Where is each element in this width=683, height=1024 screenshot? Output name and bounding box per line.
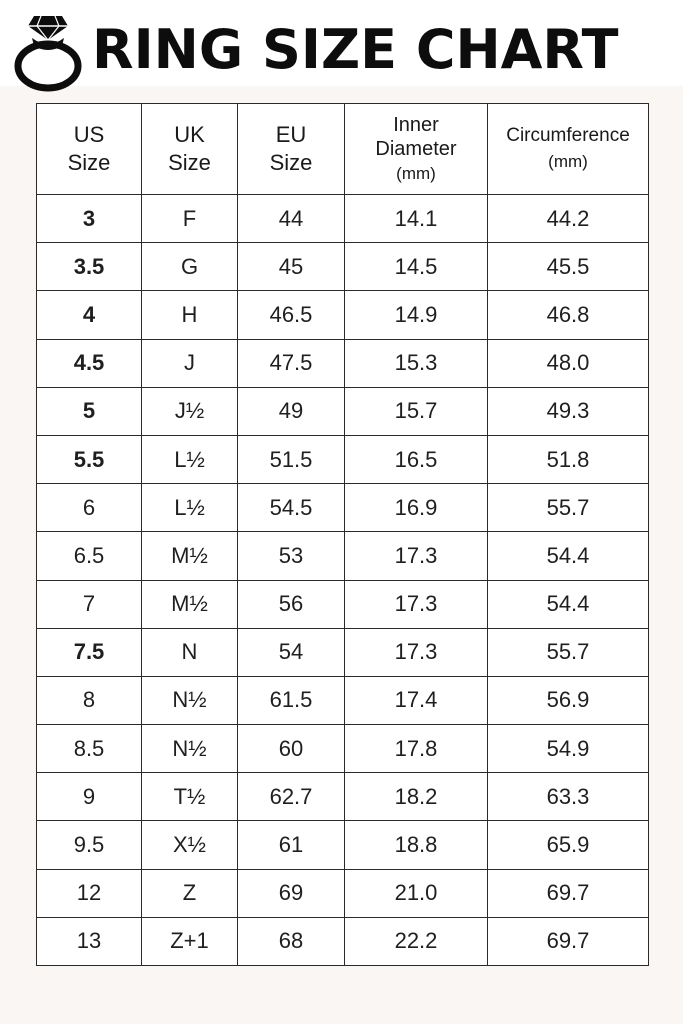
us-size-cell: 7.5 <box>37 628 142 676</box>
us-size-cell: 6 <box>37 484 142 532</box>
inner-diameter-header-line1: Inner <box>393 113 439 136</box>
circumference-cell: 54.4 <box>488 532 649 580</box>
table-row <box>37 628 649 676</box>
us-size-cell: 4 <box>37 291 142 339</box>
us-size-cell: 4.5 <box>37 339 142 387</box>
table-header <box>37 104 649 195</box>
us-size-cell: 8.5 <box>37 725 142 773</box>
us-size-cell: 9 <box>37 773 142 821</box>
eu-size-cell: 51.5 <box>238 435 345 483</box>
eu-size-cell: 62.7 <box>238 773 345 821</box>
inner-diameter-cell: 17.8 <box>345 725 488 773</box>
table-row <box>37 243 649 291</box>
inner-diameter-header <box>345 104 488 195</box>
table-row <box>37 869 649 917</box>
table-row <box>37 435 649 483</box>
circumference-cell: 54.4 <box>488 580 649 628</box>
inner-diameter-cell: 16.9 <box>345 484 488 532</box>
circumference-cell: 55.7 <box>488 484 649 532</box>
table-row <box>37 725 649 773</box>
eu-size-header-line1: EU <box>275 122 307 147</box>
inner-diameter-cell: 15.3 <box>345 339 488 387</box>
eu-size-cell: 46.5 <box>238 291 345 339</box>
eu-size-cell: 53 <box>238 532 345 580</box>
eu-size-cell: 45 <box>238 243 345 291</box>
table-row <box>37 291 649 339</box>
circumference-cell: 44.2 <box>488 195 649 243</box>
inner-diameter-cell: 21.0 <box>345 869 488 917</box>
circumference-header-unit: (mm) <box>548 152 588 171</box>
uk-size-cell: J <box>142 339 238 387</box>
circumference-cell: 65.9 <box>488 821 649 869</box>
table-row <box>37 532 649 580</box>
circumference-cell: 46.8 <box>488 291 649 339</box>
eu-size-cell: 49 <box>238 387 345 435</box>
uk-size-cell: T½ <box>142 773 238 821</box>
us-size-header <box>37 104 142 195</box>
eu-size-cell: 47.5 <box>238 339 345 387</box>
inner-diameter-cell: 18.8 <box>345 821 488 869</box>
uk-size-cell: F <box>142 195 238 243</box>
table-row <box>37 387 649 435</box>
eu-size-cell: 54.5 <box>238 484 345 532</box>
uk-size-cell: N <box>142 628 238 676</box>
circumference-header-line1: Circumference <box>506 125 630 146</box>
us-size-cell: 3 <box>37 195 142 243</box>
uk-size-cell: Z <box>142 869 238 917</box>
eu-size-cell: 44 <box>238 195 345 243</box>
us-size-cell: 7 <box>37 580 142 628</box>
uk-size-cell: L½ <box>142 435 238 483</box>
uk-size-cell: N½ <box>142 725 238 773</box>
uk-size-header-line1: UK <box>174 122 205 147</box>
uk-size-cell: X½ <box>142 821 238 869</box>
us-size-header-line2: Size <box>67 150 111 175</box>
circumference-cell: 49.3 <box>488 387 649 435</box>
ring-size-table <box>36 103 649 966</box>
uk-size-cell: H <box>142 291 238 339</box>
uk-size-header <box>142 104 238 195</box>
circumference-cell: 54.9 <box>488 725 649 773</box>
eu-size-cell: 68 <box>238 917 345 965</box>
us-size-cell: 12 <box>37 869 142 917</box>
inner-diameter-cell: 16.5 <box>345 435 488 483</box>
circumference-cell: 69.7 <box>488 869 649 917</box>
circumference-header <box>488 104 649 195</box>
table-row <box>37 339 649 387</box>
inner-diameter-cell: 18.2 <box>345 773 488 821</box>
eu-size-cell: 61 <box>238 821 345 869</box>
circumference-cell: 63.3 <box>488 773 649 821</box>
us-size-cell: 9.5 <box>37 821 142 869</box>
header-row <box>37 104 649 195</box>
table-row <box>37 676 649 724</box>
circumference-cell: 45.5 <box>488 243 649 291</box>
us-size-cell: 13 <box>37 917 142 965</box>
inner-diameter-cell: 17.3 <box>345 532 488 580</box>
ring-size-table-wrapper <box>36 103 648 966</box>
uk-size-cell: Z+1 <box>142 917 238 965</box>
eu-size-header-line2: Size <box>269 150 313 175</box>
uk-size-cell: J½ <box>142 387 238 435</box>
inner-diameter-header-unit: (mm) <box>396 163 436 183</box>
table-row <box>37 484 649 532</box>
eu-size-header <box>238 104 345 195</box>
us-size-header-line1: US <box>73 122 105 147</box>
table-row <box>37 821 649 869</box>
us-size-cell: 3.5 <box>37 243 142 291</box>
us-size-cell: 5.5 <box>37 435 142 483</box>
circumference-cell: 48.0 <box>488 339 649 387</box>
inner-diameter-cell: 17.4 <box>345 676 488 724</box>
eu-size-cell: 54 <box>238 628 345 676</box>
inner-diameter-cell: 14.1 <box>345 195 488 243</box>
uk-size-cell: M½ <box>142 532 238 580</box>
inner-diameter-header-line2: Diameter <box>375 137 457 160</box>
inner-diameter-cell: 15.7 <box>345 387 488 435</box>
us-size-cell: 8 <box>37 676 142 724</box>
inner-diameter-cell: 17.3 <box>345 628 488 676</box>
page-title: RING SIZE CHART <box>92 18 619 81</box>
us-size-cell: 5 <box>37 387 142 435</box>
us-size-cell: 6.5 <box>37 532 142 580</box>
header <box>0 0 683 86</box>
circumference-cell: 51.8 <box>488 435 649 483</box>
uk-size-cell: L½ <box>142 484 238 532</box>
uk-size-cell: M½ <box>142 580 238 628</box>
ring-icon <box>10 10 86 92</box>
circumference-cell: 69.7 <box>488 917 649 965</box>
eu-size-cell: 60 <box>238 725 345 773</box>
circumference-cell: 56.9 <box>488 676 649 724</box>
eu-size-cell: 61.5 <box>238 676 345 724</box>
circumference-cell: 55.7 <box>488 628 649 676</box>
inner-diameter-cell: 22.2 <box>345 917 488 965</box>
table-row <box>37 580 649 628</box>
inner-diameter-cell: 14.9 <box>345 291 488 339</box>
uk-size-cell: G <box>142 243 238 291</box>
table-row <box>37 195 649 243</box>
uk-size-cell: N½ <box>142 676 238 724</box>
inner-diameter-cell: 17.3 <box>345 580 488 628</box>
table-body <box>37 195 649 966</box>
eu-size-cell: 56 <box>238 580 345 628</box>
eu-size-cell: 69 <box>238 869 345 917</box>
table-row <box>37 917 649 965</box>
uk-size-header-line2: Size <box>168 150 211 175</box>
inner-diameter-cell: 14.5 <box>345 243 488 291</box>
table-row <box>37 773 649 821</box>
